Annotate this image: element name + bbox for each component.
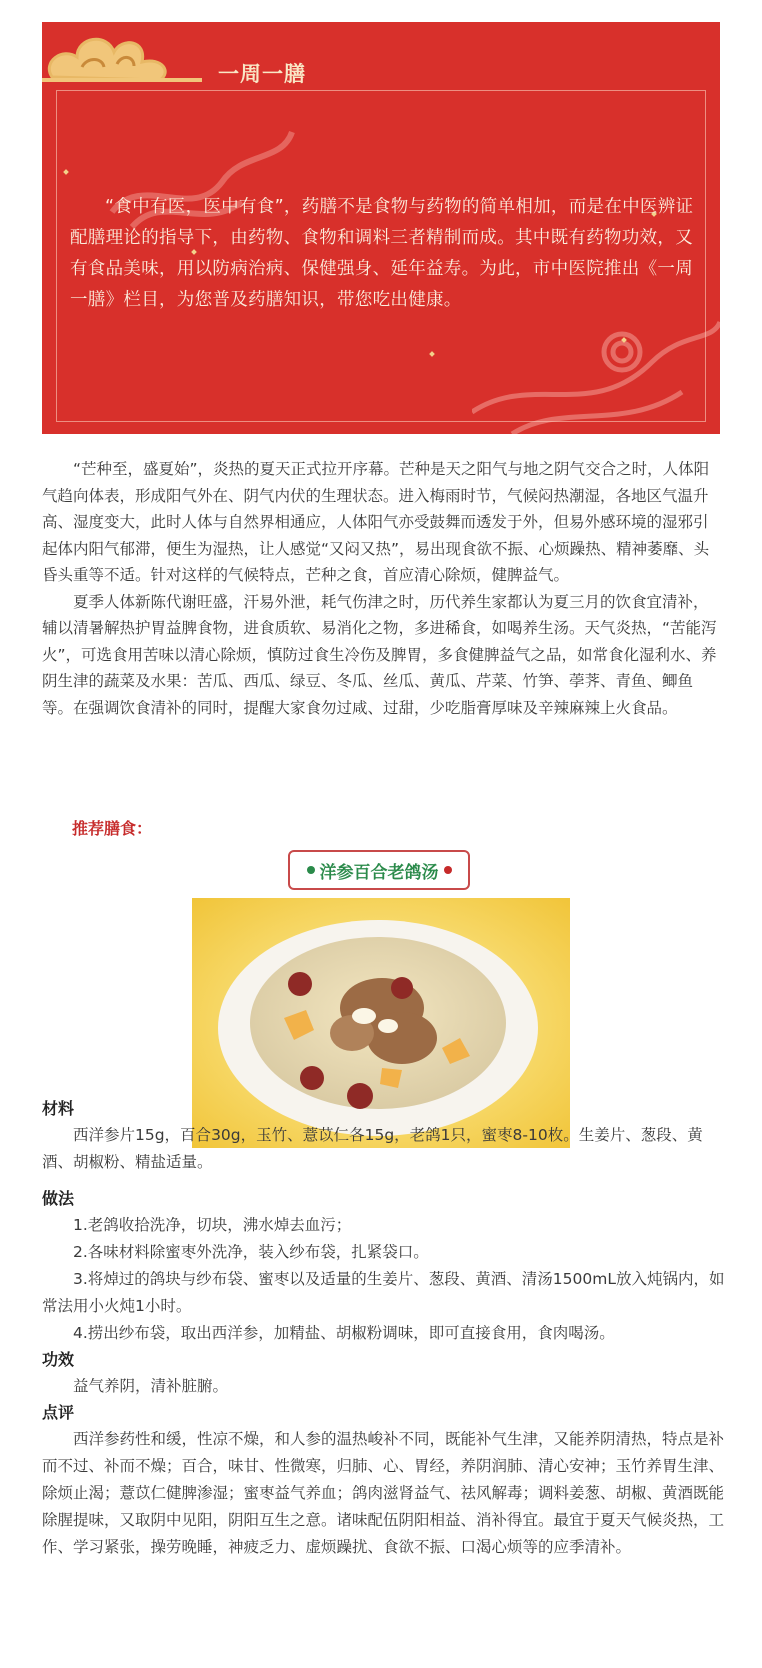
banner-intro-text — [70, 192, 696, 316]
banner-title: 一周一膳 — [218, 62, 306, 86]
recipe-name: 洋参百合老鸽汤 — [319, 862, 439, 883]
review-heading: 点评 — [42, 1403, 75, 1422]
method-step: 2.各味材料除蜜枣外洗净，装入纱布袋，扎紧袋口。 — [73, 1243, 429, 1261]
method-step: 4.捞出纱布袋，取出西洋参，加精盐、胡椒粉调味，即可直接食用，食肉喝汤。 — [73, 1324, 615, 1342]
recipe-title-badge — [288, 850, 470, 890]
banner-paragraph: “食中有医，医中有食”，药膳不是食物与药物的简单相加，而是在中医辨证配膳理论的指导下，由药物、食物和调料三者精制而成。其中既有药物功效，又有食品美味，用以防病治病、保健强身、延年益寿。为此，市中医院推出《一周一膳》栏目，为您普及药膳知识，带您吃出健康。 — [70, 197, 694, 310]
header-banner — [42, 22, 720, 434]
materials-heading: 材料 — [42, 1099, 75, 1118]
materials-section — [42, 1096, 732, 1176]
auspicious-cloud-icon — [42, 22, 212, 92]
effect-heading: 功效 — [42, 1350, 75, 1369]
materials-text: 西洋参片15g，百合30g，玉竹、薏苡仁各15g，老鸽1只，蜜枣8-10枚。生姜片、葱段、黄酒、胡椒粉、精盐适量。 — [42, 1126, 703, 1171]
intro-paragraph-1: “芒种至，盛夏始”，炎热的夏天正式拉开序幕。芒种是天之阳气与地之阴气交合之时，人体阳气趋向体表，形成阳气外在、阴气内伏的生理状态。进入梅雨时节，气候闷热潮湿，各地区气温升高、湿度变大，此时人体与自然界相通应，人体阳气亦受鼓舞而透发于外，但易外感环境的湿邪引起体内阳气郁滞，便生为湿热，让人感觉“又闷又热”，易出现食欲不振、心烦躁热、精神萎靡、头昏头重等不适。针对这样的气候特点，芒种之食，首应清心除烦，健脾益气。 — [42, 460, 710, 584]
intro-paragraph-2: 夏季人体新陈代谢旺盛，汗易外泄，耗气伤津之时，历代养生家都认为夏三月的饮食宜清补，辅以清暑解热护胃益脾食物，进食质软、易消化之物，多进稀食，如喝养生汤。天气炎热，“苦能泻火”，可选食用苦味以清心除烦，慎防过食生冷伤及脾胃，多食健脾益气之品，如常食化湿利水、养阴生津的蔬菜及水果：苦瓜、西瓜、绿豆、冬瓜、丝瓜、黄瓜、芹菜、竹笋、荸荠、青鱼、鲫鱼等。在强调饮食清补的同时，提醒大家食勿过咸、过甜，少吃脂膏厚味及辛辣麻辣上火食品。 — [42, 592, 717, 717]
method-step: 3.将焯过的鸽块与纱布袋、蜜枣以及适量的生姜片、葱段、黄酒、清汤1500mL放入炖锅内，如常法用小火炖1小时。 — [42, 1270, 725, 1315]
dot-icon — [444, 866, 452, 874]
method-step: 1.老鸽收拾洗净，切块，沸水焯去血污； — [73, 1216, 352, 1234]
dot-icon — [307, 866, 315, 874]
effect-text: 益气养阴，清补脏腑。 — [73, 1377, 229, 1395]
method-heading: 做法 — [42, 1189, 75, 1208]
article-intro — [42, 456, 722, 721]
review-text: 西洋参药性和缓，性凉不燥，和人参的温热峻补不同，既能补气生津，又能养阴清热，特点是补而不过、补而不燥；百合，味甘、性微寒，归肺、心、胃经，养阴润肺、清心安神；玉竹养胃生津、除烦止渴；薏苡仁健脾渗湿；蜜枣益气养血；鸽肉滋肾益气、祛风解毒；调料姜葱、胡椒、黄酒既能除腥提味，又取阴中见阳，阴阳互生之意。诸味配伍阴阳相益、消补得宜。最宜于夏天气候炎热，工作、学习紧张，操劳晚睡，神疲乏力、虚烦躁扰、食欲不振、口渴心烦等的应季清补。 — [42, 1430, 725, 1556]
method-section — [42, 1186, 732, 1561]
recommend-label: 推荐膳食： — [72, 819, 153, 838]
